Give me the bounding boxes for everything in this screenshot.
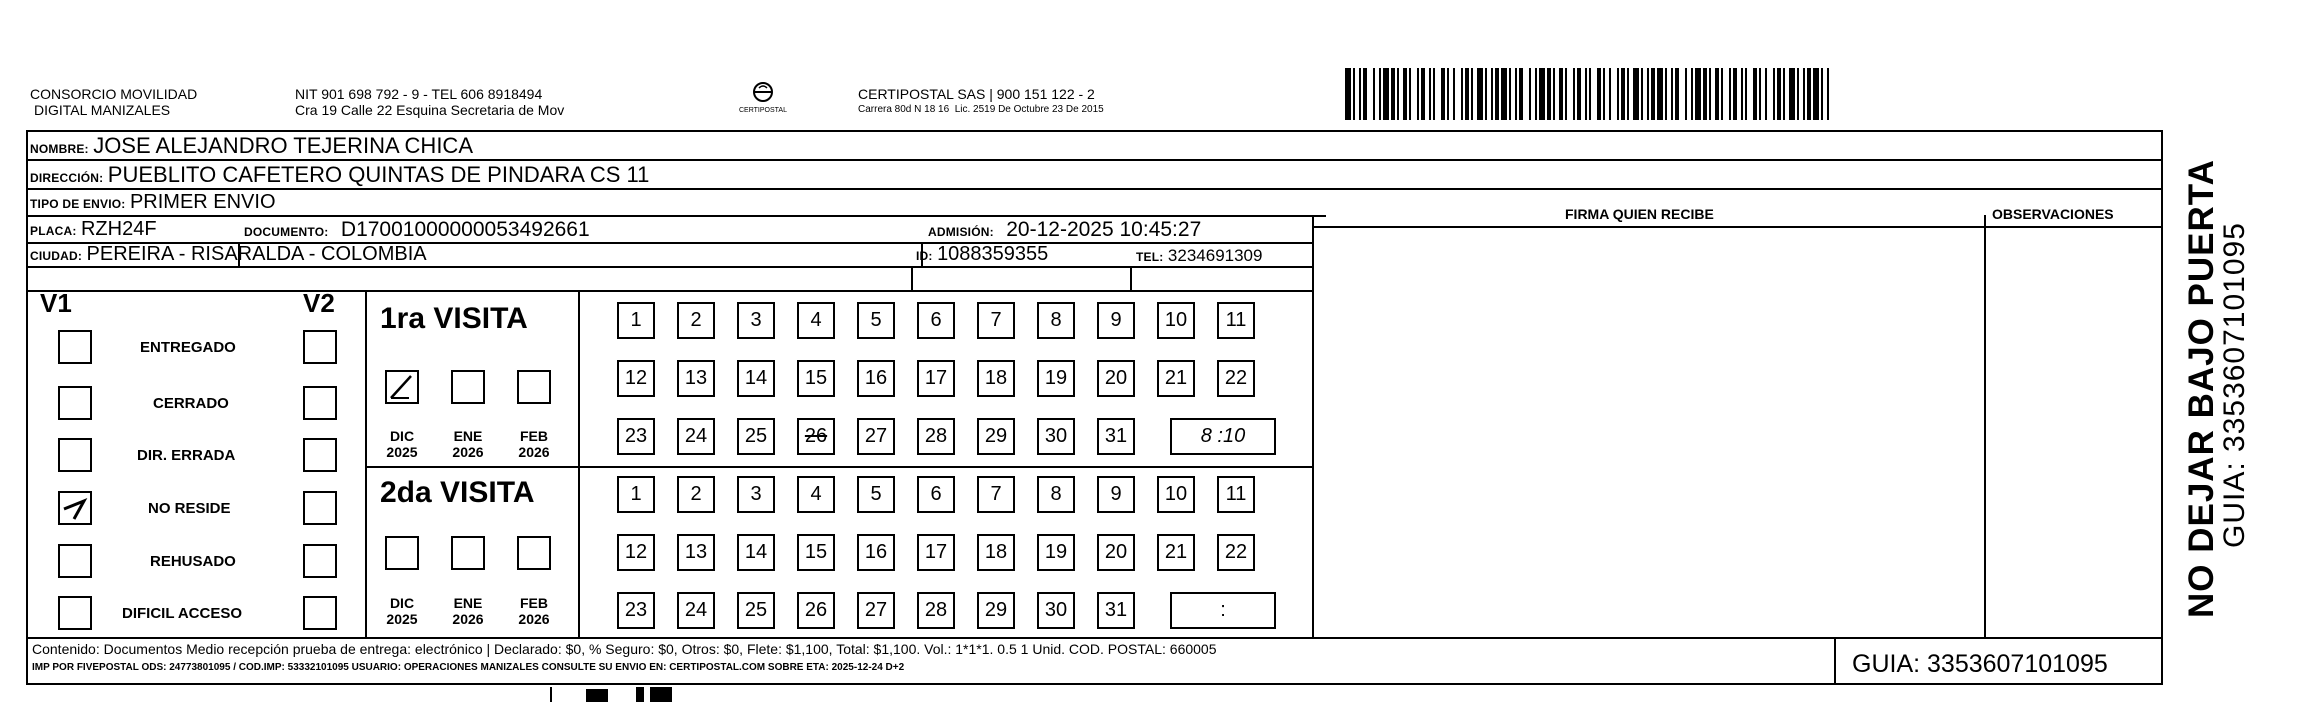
status-option-label: REHUSADO xyxy=(150,553,236,570)
documento-value: D17001000000053492661 xyxy=(340,218,590,241)
barcode-bar xyxy=(1353,68,1355,120)
first-visit-day-5[interactable]: 5 xyxy=(857,302,895,339)
v2-checkbox[interactable] xyxy=(303,596,337,630)
second-visit-day-23[interactable]: 23 xyxy=(617,592,655,629)
barcode-bar xyxy=(1715,68,1719,120)
barcode-bar xyxy=(1753,68,1757,120)
month-name: DIC xyxy=(389,595,415,611)
barcode-bar xyxy=(1441,68,1445,120)
month-year: 2025 xyxy=(386,444,418,460)
first-visit-day-30[interactable]: 30 xyxy=(1037,418,1075,455)
barcode-bar xyxy=(1789,68,1795,120)
signature-area[interactable] xyxy=(1314,228,1982,635)
first-visit-day-13[interactable]: 13 xyxy=(677,360,715,397)
barcode-bar xyxy=(1773,68,1775,120)
barcode-bar xyxy=(1535,68,1537,120)
id-value: 1088359355 xyxy=(937,243,1049,265)
v2-checkbox[interactable] xyxy=(303,330,337,364)
ciudad-label: CIUDAD: xyxy=(30,249,83,263)
barcode-bar xyxy=(1403,68,1407,120)
observaciones-header: OBSERVACIONES xyxy=(1992,206,2114,222)
first-visit-day-8[interactable]: 8 xyxy=(1037,302,1075,339)
second-visit-day-17[interactable]: 17 xyxy=(917,534,955,571)
registration-mark xyxy=(550,687,552,702)
first-visit-day-26[interactable]: 26 xyxy=(797,418,835,455)
certipostal-line1: CERTIPOSTAL SAS | 900 151 122 - 2 xyxy=(858,86,1095,102)
direccion-row xyxy=(30,162,649,188)
footer-content-line: Contenido: Documentos Medio recepción prueba de entrega: electrónico | Declarado: $0, % Seguro: $0, Otros: $0, Flete: $1,100, Total: $1,100. Vol.: 1*1*1. 0.5 1 Unid. COD. POSTAL: 660005 xyxy=(32,641,1217,657)
month-name: FEB xyxy=(520,595,548,611)
nombre-label: NOMBRE: xyxy=(30,142,89,156)
first-visit-day-18[interactable]: 18 xyxy=(977,360,1015,397)
barcode-bar xyxy=(1465,68,1469,120)
second-visit-day-18[interactable]: 18 xyxy=(977,534,1015,571)
barcode-bar xyxy=(1807,68,1811,120)
nombre-row xyxy=(30,133,473,159)
month-year: 2026 xyxy=(518,611,550,627)
registration-mark xyxy=(636,687,644,702)
second-visit-day-22[interactable]: 22 xyxy=(1217,534,1255,571)
barcode-bar xyxy=(1733,68,1737,120)
month-name: ENE xyxy=(453,595,483,611)
barcode-bar xyxy=(1383,68,1389,120)
barcode-bar xyxy=(1429,68,1431,120)
ciudad-value: PEREIRA - RISARALDA - COLOMBIA xyxy=(86,243,427,265)
first-visit-day-7[interactable]: 7 xyxy=(977,302,1015,339)
barcode-bar xyxy=(1547,68,1551,120)
first-visit-day-3[interactable]: 3 xyxy=(737,302,775,339)
second-visit-day-1[interactable]: 1 xyxy=(617,476,655,513)
barcode-bar xyxy=(1509,68,1511,120)
month-year: 2026 xyxy=(518,444,550,460)
second-visit-day-8[interactable]: 8 xyxy=(1037,476,1075,513)
first-visit-day-11[interactable]: 11 xyxy=(1217,302,1255,339)
first-visit-day-31[interactable]: 31 xyxy=(1097,418,1135,455)
month-year: 2026 xyxy=(452,444,484,460)
registration-mark xyxy=(650,687,672,702)
v1-checkbox[interactable] xyxy=(58,330,92,364)
placa-label: PLACA: xyxy=(30,224,77,238)
barcode-bar xyxy=(1695,68,1701,120)
barcode-bar xyxy=(1433,68,1435,120)
barcode-bar xyxy=(1603,68,1605,120)
barcode xyxy=(1345,68,1831,120)
first-visit-day-9[interactable]: 9 xyxy=(1097,302,1135,339)
barcode-bar xyxy=(1565,68,1567,120)
barcode-bar xyxy=(1373,68,1375,120)
tipo-value: PRIMER ENVIO xyxy=(129,191,276,213)
second-visit-day-15[interactable]: 15 xyxy=(797,534,835,571)
ciudad-field xyxy=(30,243,427,266)
barcode-bar xyxy=(1621,68,1625,120)
second-visit-day-27[interactable]: 27 xyxy=(857,592,895,629)
barcode-bar xyxy=(1783,68,1785,120)
barcode-bar xyxy=(1633,68,1639,120)
month-year: 2025 xyxy=(386,611,418,627)
tipo-label: TIPO DE ENVIO: xyxy=(30,197,126,211)
second-visit-time-field[interactable]: : xyxy=(1170,592,1276,629)
barcode-bar xyxy=(1597,68,1601,120)
barcode-bar xyxy=(1657,68,1663,120)
barcode-bar xyxy=(1627,68,1629,120)
second-visit-day-12[interactable]: 12 xyxy=(617,534,655,571)
barcode-bar xyxy=(1585,68,1587,120)
first-visit-day-12[interactable]: 12 xyxy=(617,360,655,397)
barcode-bar xyxy=(1539,68,1545,120)
second-visit-day-14[interactable]: 14 xyxy=(737,534,775,571)
barcode-bar xyxy=(1345,68,1351,120)
v1-checkbox[interactable] xyxy=(58,544,92,578)
tel-value: 3234691309 xyxy=(1167,246,1263,265)
second-visit-day-29[interactable]: 29 xyxy=(977,592,1015,629)
company-name-line1: CONSORCIO MOVILIDAD xyxy=(30,86,198,102)
barcode-bar xyxy=(1685,68,1687,120)
v2-header: V2 xyxy=(303,288,335,318)
status-option-label: DIFICIL ACCESO xyxy=(122,605,243,622)
id-field xyxy=(916,243,1048,266)
barcode-bar xyxy=(1515,68,1517,120)
barcode-bar xyxy=(1617,68,1619,120)
logo-text: CERTIPOSTAL xyxy=(739,107,787,114)
tipo-row xyxy=(30,191,276,214)
v2-checkbox[interactable] xyxy=(303,491,337,525)
barcode-bar xyxy=(1573,68,1575,120)
barcode-bar xyxy=(1461,68,1463,120)
barcode-bar xyxy=(1453,68,1455,120)
tel-label: TEL: xyxy=(1136,250,1164,264)
second-visit-day-26[interactable]: 26 xyxy=(797,592,835,629)
barcode-bar xyxy=(1609,68,1611,120)
second-visit-day-2[interactable]: 2 xyxy=(677,476,715,513)
second-visit-day-16[interactable]: 16 xyxy=(857,534,895,571)
barcode-bar xyxy=(1421,68,1425,120)
barcode-bar xyxy=(1745,68,1747,120)
barcode-bar xyxy=(1777,68,1781,120)
first-visit-day-4[interactable]: 4 xyxy=(797,302,835,339)
barcode-bar xyxy=(1397,68,1399,120)
first-visit-month-label xyxy=(445,428,491,460)
first-visit-day-28[interactable]: 28 xyxy=(917,418,955,455)
v1-checkbox[interactable] xyxy=(58,596,92,630)
company-name-line2: DIGITAL MANIZALES xyxy=(34,102,171,118)
v1-checkbox[interactable] xyxy=(58,386,92,420)
second-visit-day-20[interactable]: 20 xyxy=(1097,534,1135,571)
second-visit-day-5[interactable]: 5 xyxy=(857,476,895,513)
first-visit-day-23[interactable]: 23 xyxy=(617,418,655,455)
barcode-bar xyxy=(1651,68,1655,120)
barcode-bar xyxy=(1529,68,1531,120)
first-visit-day-22[interactable]: 22 xyxy=(1217,360,1255,397)
second-visit-day-4[interactable]: 4 xyxy=(797,476,835,513)
direccion-value: PUEBLITO CAFETERO QUINTAS DE PINDARA CS 11 xyxy=(107,162,650,187)
second-visit-day-31[interactable]: 31 xyxy=(1097,592,1135,629)
barcode-bar xyxy=(1359,68,1361,120)
barcode-bar xyxy=(1729,68,1731,120)
first-visit-day-16[interactable]: 16 xyxy=(857,360,895,397)
barcode-bar xyxy=(1759,68,1761,120)
documento-field xyxy=(244,218,590,242)
month-name: DIC xyxy=(389,428,415,444)
status-option-label: ENTREGADO xyxy=(140,339,236,356)
barcode-bar xyxy=(1495,68,1499,120)
barcode-bar xyxy=(1391,68,1395,120)
certipostal-logo xyxy=(733,80,793,116)
barcode-bar xyxy=(1491,68,1493,120)
first-visit-day-6[interactable]: 6 xyxy=(917,302,955,339)
barcode-bar xyxy=(1721,68,1723,120)
second-visit-day-7[interactable]: 7 xyxy=(977,476,1015,513)
documento-label: DOCUMENTO: xyxy=(244,225,329,239)
barcode-bar xyxy=(1675,68,1679,120)
second-visit-month-checkbox[interactable] xyxy=(451,536,485,570)
v2-checkbox[interactable] xyxy=(303,544,337,578)
admision-label: ADMISIÓN: xyxy=(928,225,994,239)
second-visit-day-13[interactable]: 13 xyxy=(677,534,715,571)
barcode-bar xyxy=(1501,68,1507,120)
v1-checkbox[interactable] xyxy=(58,438,92,472)
direccion-label: DIRECCIÓN: xyxy=(30,171,104,185)
second-visit-month-label xyxy=(379,595,425,627)
status-option-label: CERRADO xyxy=(153,395,229,412)
first-visit-day-24[interactable]: 24 xyxy=(677,418,715,455)
first-visit-day-20[interactable]: 20 xyxy=(1097,360,1135,397)
first-visit-month-checkbox[interactable] xyxy=(451,370,485,404)
barcode-bar xyxy=(1485,68,1487,120)
barcode-bar xyxy=(1417,68,1419,120)
barcode-bar xyxy=(1671,68,1673,120)
first-visit-day-1[interactable]: 1 xyxy=(617,302,655,339)
side-warning: NO DEJAR BAJO PUERTA xyxy=(2182,159,2221,618)
placa-value: RZH24F xyxy=(80,218,157,240)
barcode-bar xyxy=(1741,68,1743,120)
second-visit-day-30[interactable]: 30 xyxy=(1037,592,1075,629)
footer-guia: GUIA: 3353607101095 xyxy=(1852,650,2108,678)
barcode-bar xyxy=(1447,68,1449,120)
barcode-bar xyxy=(1379,68,1381,120)
barcode-bar xyxy=(1709,68,1711,120)
first-visit-day-2[interactable]: 2 xyxy=(677,302,715,339)
first-visit-month-checkbox[interactable] xyxy=(385,370,419,404)
barcode-bar xyxy=(1691,68,1693,120)
first-visit-day-27[interactable]: 27 xyxy=(857,418,895,455)
barcode-bar xyxy=(1559,68,1563,120)
placa-field xyxy=(30,218,157,241)
first-visit-day-29[interactable]: 29 xyxy=(977,418,1015,455)
second-visit-month-label xyxy=(445,595,491,627)
address-line: Cra 19 Calle 22 Esquina Secretaria de Mov xyxy=(295,102,565,118)
observations-area[interactable] xyxy=(1986,228,2161,635)
v1-checkbox[interactable] xyxy=(58,491,92,525)
nombre-value: JOSE ALEJANDRO TEJERINA CHICA xyxy=(93,133,473,158)
admision-field xyxy=(928,218,1201,242)
barcode-bar xyxy=(1821,68,1823,120)
first-visit-day-15[interactable]: 15 xyxy=(797,360,835,397)
v2-checkbox[interactable] xyxy=(303,438,337,472)
barcode-bar xyxy=(1589,68,1591,120)
first-visit-month-label xyxy=(379,428,425,460)
tel-field xyxy=(1136,246,1262,266)
barcode-bar xyxy=(1827,68,1829,120)
status-option-label: DIR. ERRADA xyxy=(137,447,236,464)
second-visit-day-25[interactable]: 25 xyxy=(737,592,775,629)
second-visit-day-11[interactable]: 11 xyxy=(1217,476,1255,513)
nit-line: NIT 901 698 792 - 9 - TEL 606 8918494 xyxy=(295,86,543,102)
status-option-label: NO RESIDE xyxy=(148,500,231,517)
first-visit-day-17[interactable]: 17 xyxy=(917,360,955,397)
first-visit-title: 1ra VISITA xyxy=(380,302,528,335)
first-visit-day-25[interactable]: 25 xyxy=(737,418,775,455)
first-visit-day-10[interactable]: 10 xyxy=(1157,302,1195,339)
v2-checkbox[interactable] xyxy=(303,386,337,420)
second-visit-day-3[interactable]: 3 xyxy=(737,476,775,513)
barcode-bar xyxy=(1765,68,1767,120)
barcode-bar xyxy=(1363,68,1367,120)
second-visit-day-9[interactable]: 9 xyxy=(1097,476,1135,513)
second-visit-title: 2da VISITA xyxy=(380,476,535,509)
first-visit-month-label xyxy=(511,428,557,460)
barcode-bar xyxy=(1813,68,1819,120)
first-visit-day-21[interactable]: 21 xyxy=(1157,360,1195,397)
first-visit-time-field[interactable]: 8 :10 xyxy=(1170,418,1276,455)
second-visit-day-10[interactable]: 10 xyxy=(1157,476,1195,513)
registration-mark xyxy=(586,689,608,702)
side-guia: GUIA: 3353607101095 xyxy=(2218,222,2251,548)
second-visit-day-24[interactable]: 24 xyxy=(677,592,715,629)
barcode-bar xyxy=(1665,68,1667,120)
first-visit-day-14[interactable]: 14 xyxy=(737,360,775,397)
barcode-bar xyxy=(1641,68,1643,120)
second-visit-day-6[interactable]: 6 xyxy=(917,476,955,513)
second-visit-day-28[interactable]: 28 xyxy=(917,592,955,629)
second-visit-day-21[interactable]: 21 xyxy=(1157,534,1195,571)
firma-header: FIRMA QUIEN RECIBE xyxy=(1565,206,1714,222)
barcode-bar xyxy=(1647,68,1649,120)
second-visit-day-19[interactable]: 19 xyxy=(1037,534,1075,571)
barcode-bar xyxy=(1477,68,1483,120)
second-visit-month-label xyxy=(511,595,557,627)
month-name: FEB xyxy=(520,428,548,444)
admision-value: 20-12-2025 10:45:27 xyxy=(1006,218,1202,241)
barcode-bar xyxy=(1553,68,1555,120)
id-label: ID: xyxy=(916,249,933,263)
barcode-bar xyxy=(1797,68,1799,120)
first-visit-day-19[interactable]: 19 xyxy=(1037,360,1075,397)
barcode-bar xyxy=(1471,68,1473,120)
month-name: ENE xyxy=(453,428,483,444)
month-year: 2026 xyxy=(452,611,484,627)
second-visit-month-checkbox[interactable] xyxy=(517,536,551,570)
footer-print-line: IMP POR FIVEPOSTAL ODS: 24773801095 / COD.IMP: 53332101095 USUARIO: OPERACIONES MANIZALES CONSULTE SU ENVIO EN: CERTIPOSTAL.COM SOBRE ETA: 2025-12-24 D+2 xyxy=(32,662,905,673)
barcode-bar xyxy=(1803,68,1805,120)
barcode-bar xyxy=(1409,68,1411,120)
barcode-bar xyxy=(1519,68,1523,120)
second-visit-month-checkbox[interactable] xyxy=(385,536,419,570)
first-visit-month-checkbox[interactable] xyxy=(517,370,551,404)
barcode-bar xyxy=(1703,68,1707,120)
barcode-bar xyxy=(1577,68,1581,120)
certipostal-line2: Carrera 80d N 18 16 Lic. 2519 De Octubre 23 De 2015 xyxy=(858,104,1104,115)
v1-header: V1 xyxy=(40,288,72,318)
